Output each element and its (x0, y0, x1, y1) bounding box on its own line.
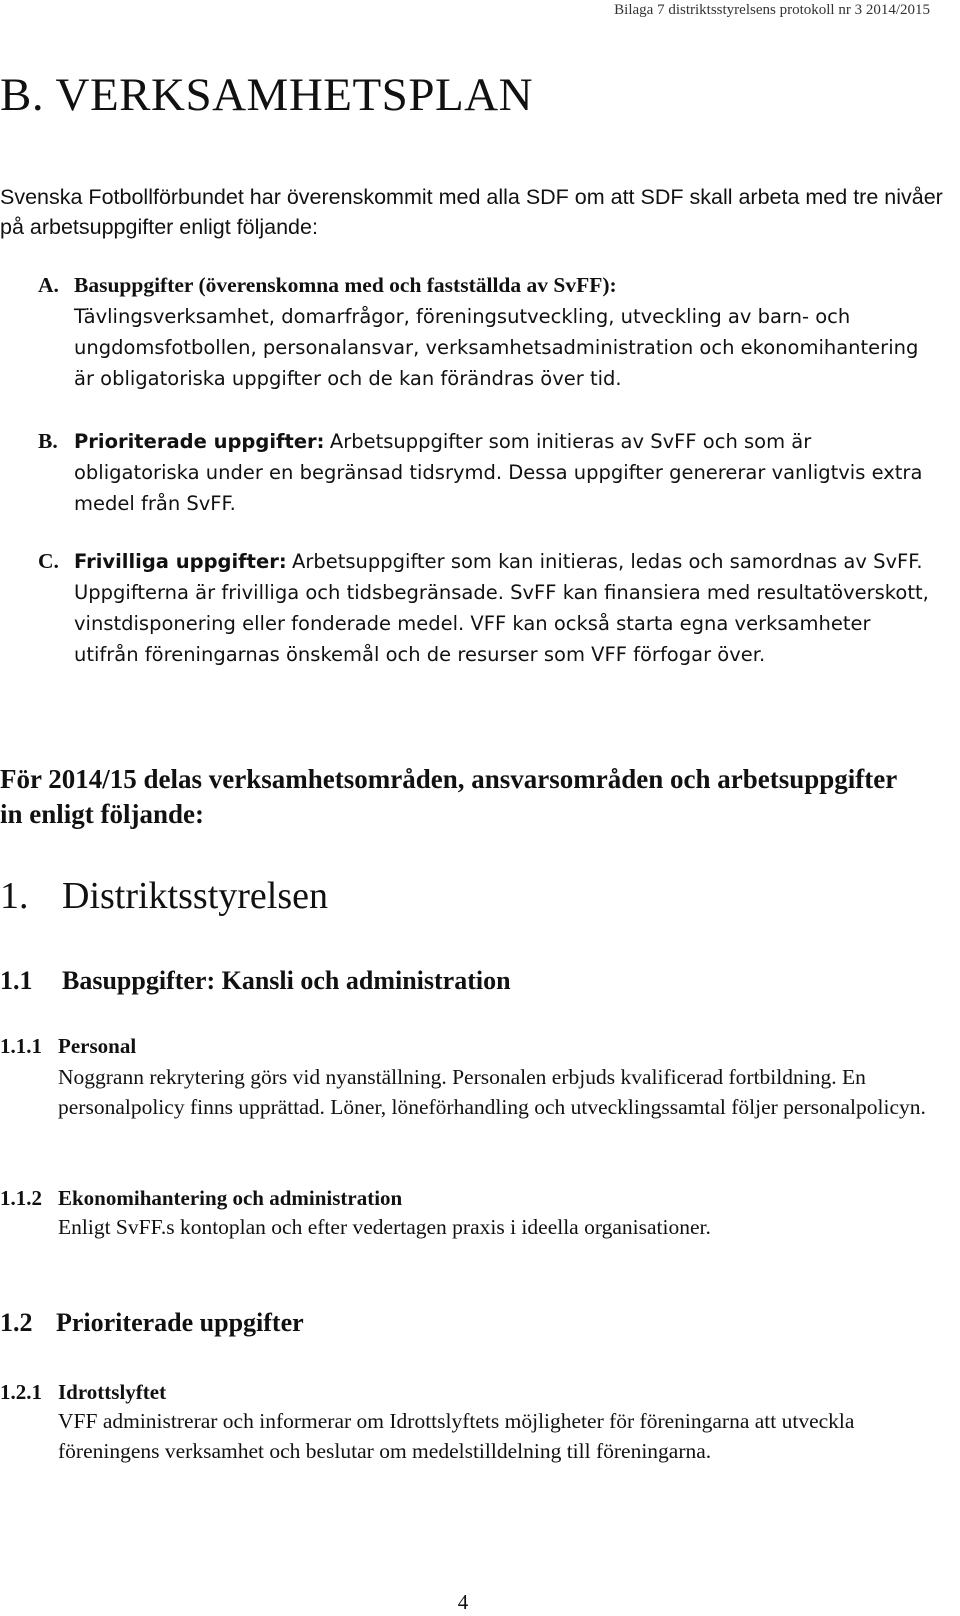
section-heading-1 (0, 874, 328, 918)
level-a-lead: Basuppgifter (överenskomna med och fastställda av SvFF): (74, 273, 617, 297)
subsection-1-1-number: 1.1 (0, 966, 33, 995)
subsection-1-2-title: Prioriterade uppgifter (56, 1308, 304, 1337)
level-c-letter: C. (38, 549, 59, 573)
paragraph-1-2-1: VFF administrerar och informerar om Idrottslyftets möjligheter för föreningarna att utveckla föreningens verksamhet och beslutar om medelstilldelning till föreningarna. (58, 1409, 855, 1463)
heading-1-2-1-title: Idrottslyftet (58, 1380, 167, 1404)
level-b-letter: B. (38, 429, 58, 453)
level-a-letter: A. (38, 273, 59, 297)
level-b-text: Arbetsuppgifter som initieras av SvFF och som är obligatoriska under en begränsad tidsrymd. Dessa uppgifter genererar vanligtvis extra medel från SvFF. (74, 430, 923, 515)
heading-1-1-2-number: 1.1.2 (0, 1186, 42, 1210)
paragraph-1-1-2: Enligt SvFF.s kontoplan och efter vedertagen praxis i ideella organisationer. (58, 1215, 711, 1239)
subsection-1-2-number: 1.2 (0, 1308, 33, 1337)
document-title: B. VERKSAMHETSPLAN (0, 69, 534, 121)
heading-1-1-1 (0, 1034, 136, 1059)
level-b-lead: Prioriterade uppgifter: (74, 430, 325, 453)
heading-1-1-1-title: Personal (58, 1034, 137, 1058)
section-1-number: 1. (0, 875, 29, 917)
heading-1-2-1-number: 1.2.1 (0, 1380, 42, 1404)
heading-1-1-2-title: Ekonomihantering och administration (58, 1186, 403, 1210)
intro-paragraph: Svenska Fotbollförbundet har överenskommit med alla SDF om att SDF skall arbeta med tre nivåer på arbetsuppgifter enligt följande: (0, 185, 943, 239)
heading-1-1-1-number: 1.1.1 (0, 1034, 42, 1058)
section-1-title: Distriktsstyrelsen (62, 875, 328, 917)
level-c-body (74, 546, 936, 670)
level-a-text: Tävlingsverksamhet, domarfrågor, föreningsutveckling, utveckling av barn- och ungdomsfotbollen, personalansvar, verksamhetsadministration och ekonomihantering är obligatoriska uppgifter och de kan förändras över tid. (74, 305, 919, 390)
heading-1-1-2 (0, 1186, 402, 1211)
subsection-1-1-title: Basuppgifter: Kansli och administration (62, 966, 511, 995)
level-c-text: Arbetsuppgifter som kan initieras, ledas och samordnas av SvFF. Uppgifterna är frivilliga och tidsbegränsade. SvFF kan finansiera med resultatöverskott, vinstdisponering eller fonderade medel. VFF kan också starta egna verksamheter utifrån föreningarnas önskemål och de resurser som VFF förfogar över. (74, 550, 929, 666)
level-a-body (74, 270, 936, 394)
paragraph-1-1-1: Noggrann rekrytering görs vid nyanställning. Personalen erbjuds kvalificerad fortbildning. En personalpolicy finns upprättad. Löner, löneförhandling och utvecklingssamtal följer personalpolicyn. (58, 1065, 926, 1119)
page-header: Bilaga 7 distriktsstyrelsens protokoll nr 3 2014/2015 (614, 2, 930, 18)
subsection-heading-1-2 (0, 1308, 304, 1338)
level-b-body (74, 426, 936, 519)
page-number: 4 (457, 1590, 469, 1614)
heading-1-2-1 (0, 1380, 166, 1405)
level-c-lead: Frivilliga uppgifter: (74, 550, 287, 573)
section-intro: För 2014/15 delas verksamhetsområden, ansvarsområden och arbetsuppgifter in enligt följande: (0, 764, 897, 829)
subsection-heading-1-1 (0, 966, 511, 996)
